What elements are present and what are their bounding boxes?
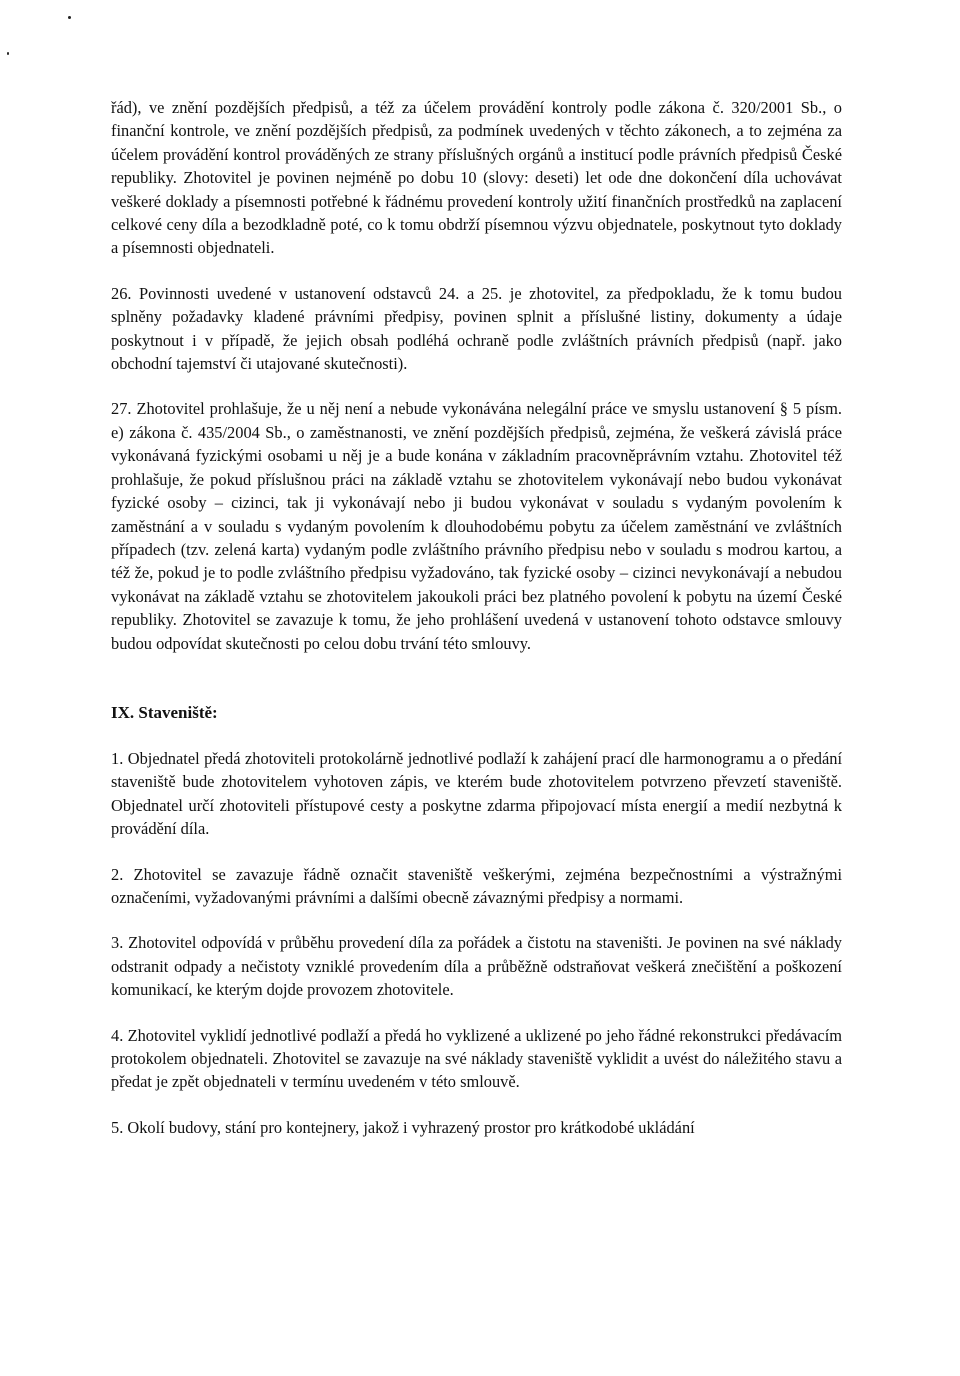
scan-speck	[7, 52, 9, 55]
paragraph-27: 27. Zhotovitel prohlašuje, že u něj není a nebude vykonávána nelegální práce ve smyslu ustanovení § 5 písm. e) zákona č. 435/2004 Sb., o zaměstnanosti, ve znění pozdějších předpisů, zejména, že veškerá závislá práce vykonávaná fyzickými osobami u něj je a bude konána v základním pracovněprávním vztahu. Zhotovitel též prohlašuje, že pokud příslušnou práci na základě vztahu se zhotovitelem vykonávají nebo budou vykonávat fyzické osoby – cizinci, tak ji vykonávají nebo ji budou vykonávat v souladu s vydaným povolením k zaměstnání a v souladu s vydaným povolením k dlouhodobému pobytu za účelem zaměstnání ve zvláštních případech (tzv. zelená karta) vydaným podle zvláštního právního předpisu nebo v souladu s modrou kartou, a též že, pokud je to podle zvláštního předpisu vyžadováno, tak fyzické osoby – cizinci nevykonávají a nebudou vykonávat na základě vztahu se zhotovitelem jakoukoli práci bez platného povolení k pobytu na území České republiky. Zhotovitel se zavazuje k tomu, že jeho prohlášení uvedená v ustanovení tohoto odstavce smlouvy budou odpovídat skutečnosti po celou dobu trvání této smlouvy.	[111, 399, 842, 653]
paragraph-26: 26. Povinnosti uvedené v ustanovení odstavců 24. a 25. je zhotovitel, za předpokladu, že k tomu budou splněny požadavky kladené právními předpisy, povinen splnit a příslušné listiny, dokumenty a údaje poskytnout i v případě, že jejich obsah podléhá ochraně podle zvláštních právních předpisů (např. jako obchodní tajemství či utajované skutečnosti).	[111, 283, 842, 374]
paragraph-ix-1: 1. Objednatel předá zhotoviteli protokolárně jednotlivé podlaží k zahájení prací dle harmonogramu a o předání staveniště bude zhotovitelem vyhotoven zápis, ve kterém bude zhotovitelem potvrzeno převzetí staveniště. Objednatel určí zhotoviteli přístupové cesty a poskytne zdarma připojovací místa energií a medií nezbytná k provádění díla.	[111, 748, 842, 839]
document-page	[111, 96, 842, 1139]
paragraph-ix-3: 3. Zhotovitel odpovídá v průběhu provedení díla za pořádek a čistotu na staveništi. Je povinen na své náklady odstranit odpady a nečistoty vzniklé provedením díla a průběžně odstraňovat veškerá znečištění a poškození komunikací, ke kterým dojde provozem zhotovitele.	[111, 933, 842, 1000]
paragraph-continuation: řád), ve znění pozdějších předpisů, a též za účelem provádění kontroly podle zákona č. 320/2001 Sb., o finanční kontrole, ve znění pozdějších předpisů, za podmínek uvedených v těchto zákonech, a to zejména za účelem provádění kontrol prováděných ze strany příslušných orgánů a institucí podle právních předpisů České republiky. Zhotovitel je povinen nejméně po dobu 10 (slovy: deseti) let ode dne dokončení díla uchovávat veškeré doklady a písemnosti potřebné k řádnému provedení kontroly užití finančních prostředků na zaplacení celkové ceny díla a bezodkladně poté, co k tomu obdrží písemnou výzvu objednatele, poskytnout tyto doklady a písemnosti objednateli.	[111, 98, 842, 258]
paragraph-ix-4: 4. Zhotovitel vyklidí jednotlivé podlaží a předá ho vyklizené a uklizené po jeho řádné rekonstrukci předávacím protokolem objednateli. Zhotovitel se zavazuje na své náklady staveniště vyklidit a uvést do náležitého stavu a předat je zpět objednateli v termínu uvedeném v této smlouvě.	[111, 1025, 842, 1092]
paragraph-ix-5: 5. Okolí budovy, stání pro kontejnery, jakož i vyhrazený prostor pro krátkodobé ukládání	[111, 1117, 695, 1137]
scan-speck	[68, 16, 71, 19]
section-heading-ix: IX. Staveniště:	[111, 702, 218, 722]
paragraph-ix-2: 2. Zhotovitel se zavazuje řádně označit staveniště veškerými, zejména bezpečnostními a výstražnými označeními, vyžadovanými právními a dalšími obecně závaznými předpisy a normami.	[111, 864, 842, 907]
